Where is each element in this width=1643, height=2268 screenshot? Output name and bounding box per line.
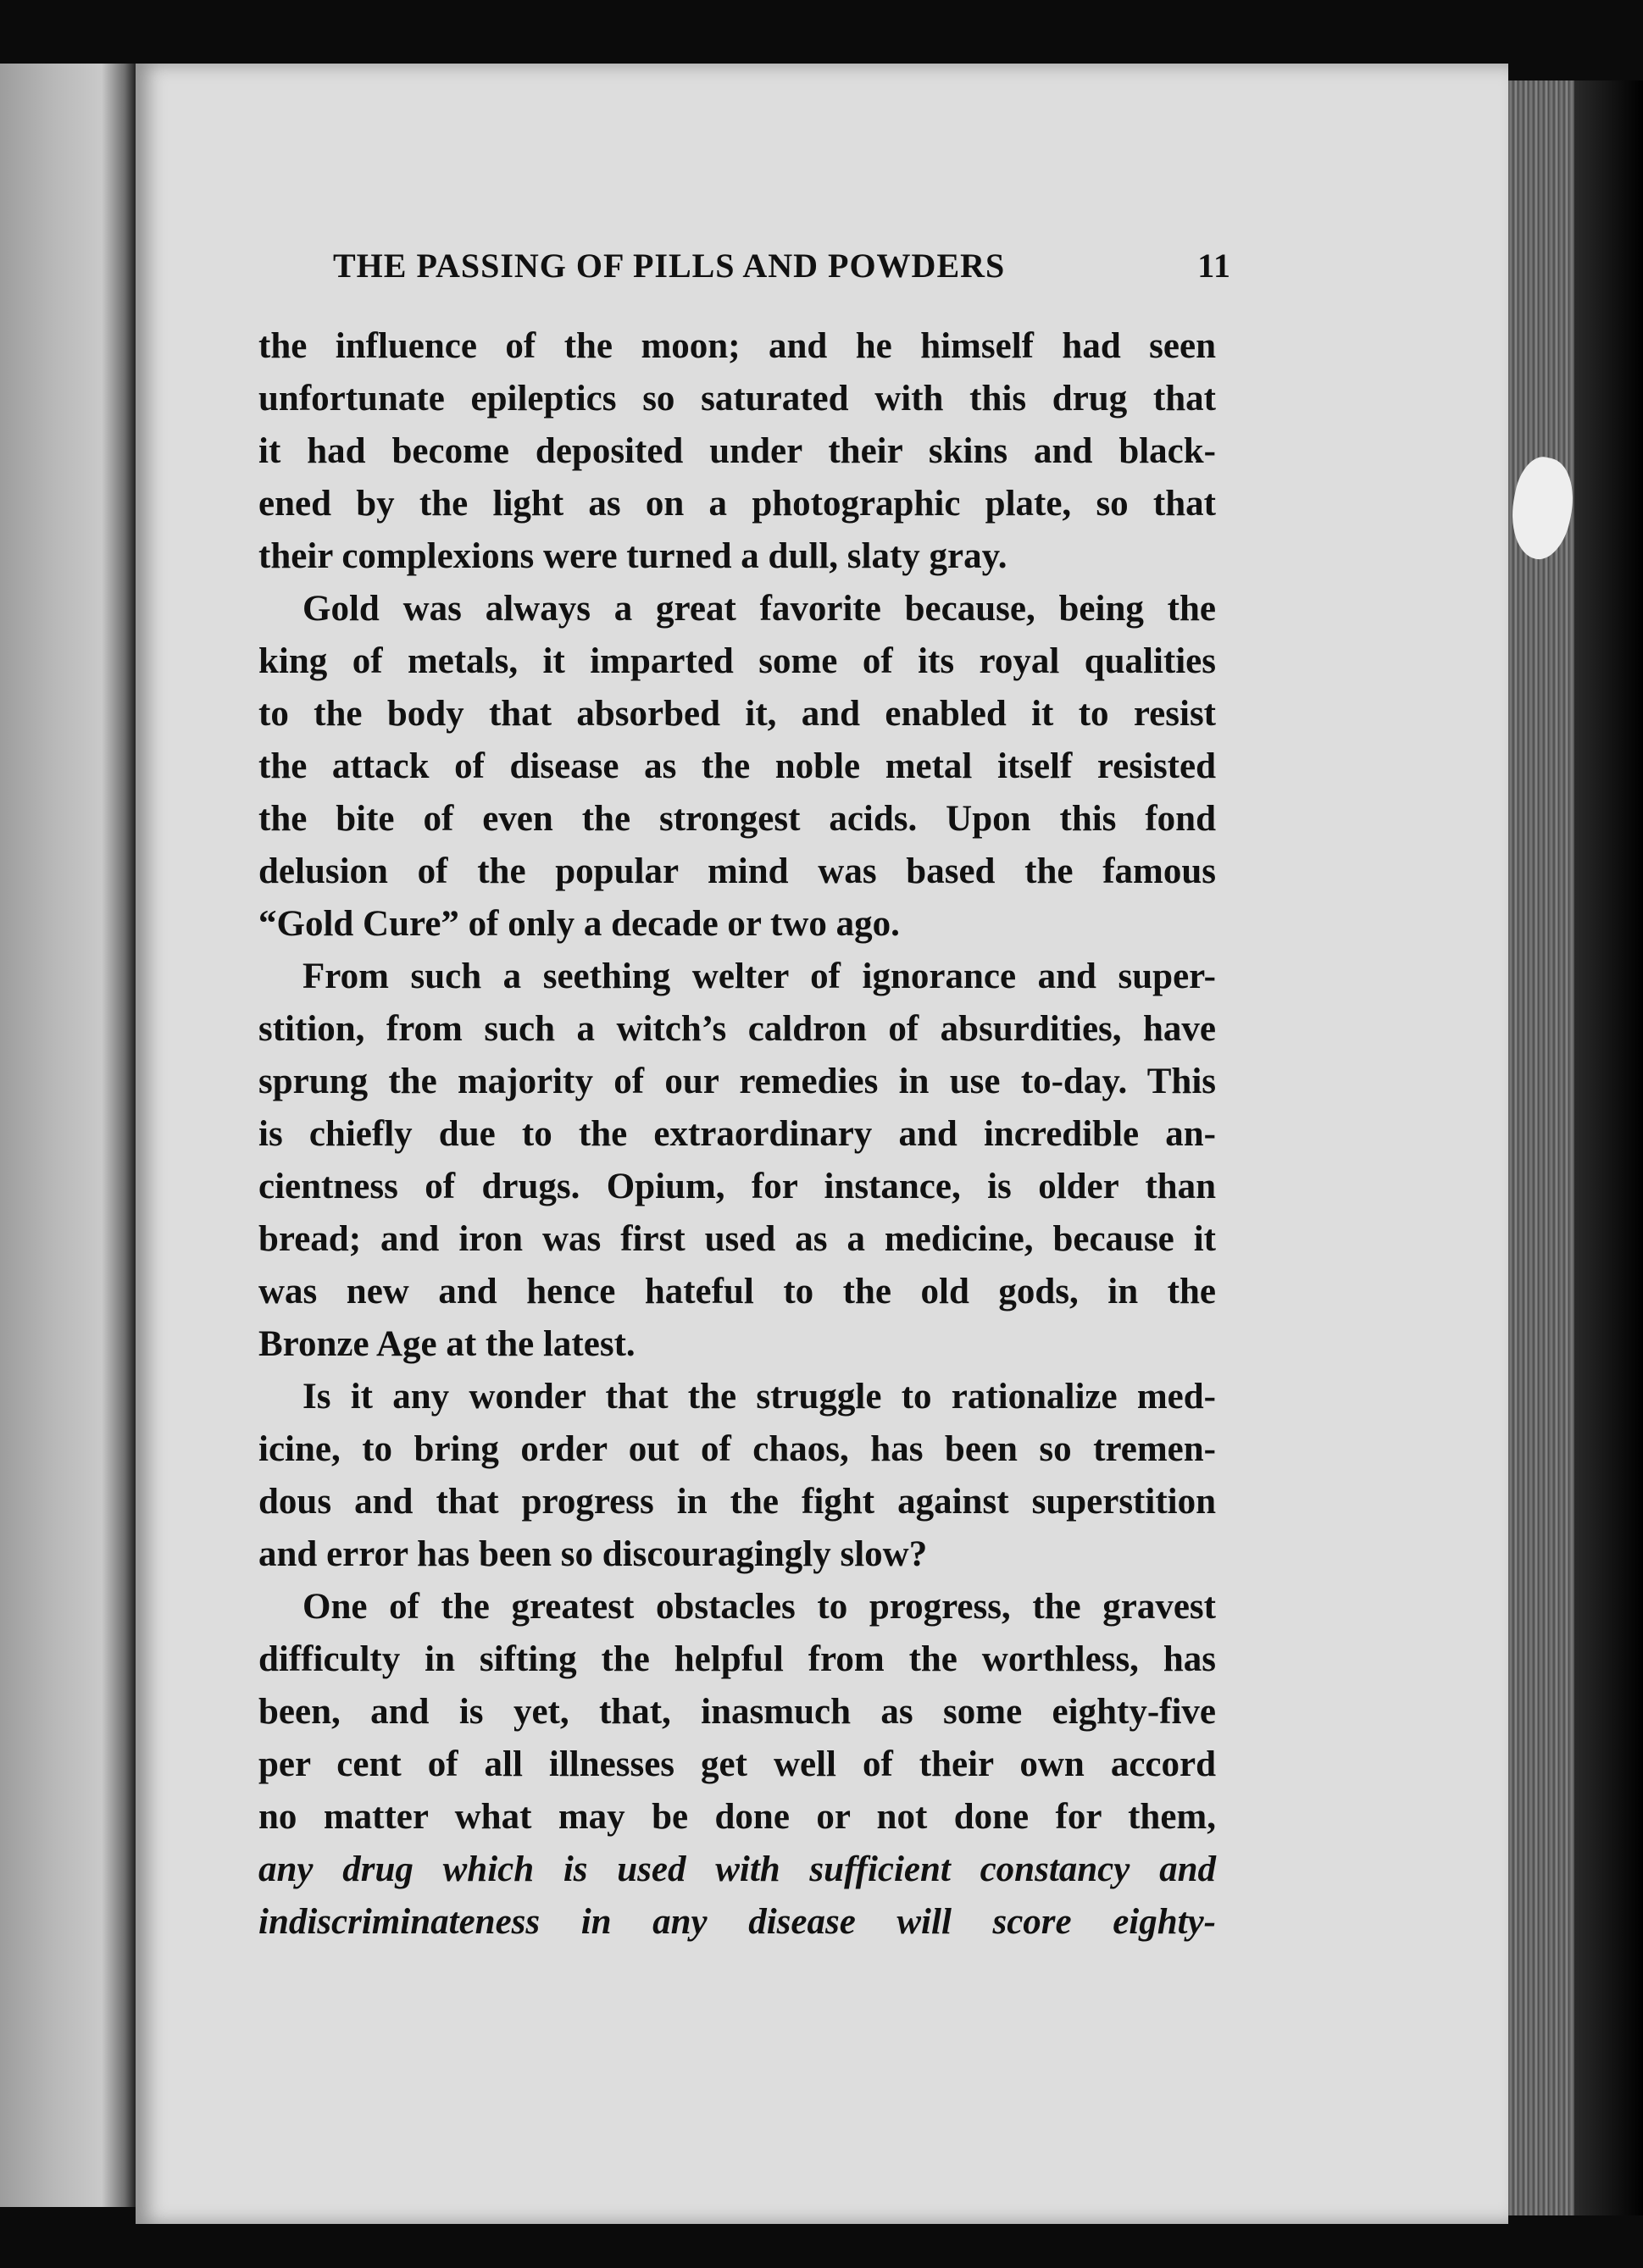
text-line: cientness of drugs. Opium, for instance, is older than [258, 1167, 1216, 1206]
text-line: indiscriminateness in any disease will score eighty- [258, 1902, 1216, 1942]
left-page-edge [0, 64, 136, 2207]
text-line: “Gold Cure” of only a decade or two ago. [258, 904, 900, 944]
text-line: been, and is yet, that, inasmuch as some eighty-five [258, 1692, 1216, 1732]
text-line: the influence of the moon; and he himself had seen [258, 326, 1216, 366]
text-line: was new and hence hateful to the old gods, in the [258, 1272, 1216, 1311]
text-line: stition, from such a witch’s caldron of absurdities, have [258, 1009, 1216, 1049]
text-line: the attack of disease as the noble metal itself resisted [258, 746, 1216, 786]
running-title: THE PASSING OF PILLS AND POWDERS [333, 247, 1006, 285]
text-line: no matter what may be done or not done for them, [258, 1797, 1216, 1837]
text-line: delusion of the popular mind was based the famous [258, 851, 1216, 891]
text-line: Bronze Age at the latest. [258, 1324, 636, 1364]
text-line: the bite of even the strongest acids. Upon this fond [258, 799, 1216, 839]
text-line: per cent of all illnesses get well of their own accord [258, 1744, 1216, 1784]
text-line: their complexions were turned a dull, slaty gray. [258, 536, 1007, 576]
page-stack-edge [1508, 80, 1574, 2215]
text-line: unfortunate epileptics so saturated with this drug that [258, 379, 1216, 419]
text-line: difficulty in sifting the helpful from the worthless, has [258, 1639, 1216, 1679]
text-line: king of metals, it imparted some of its royal qualities [258, 641, 1216, 681]
text-line: dous and that progress in the fight against superstition [258, 1482, 1216, 1522]
text-line: From such a seething welter of ignorance and super- [303, 957, 1216, 996]
text-line: ened by the light as on a photographic plate, so that [258, 484, 1216, 524]
text-line: to the body that absorbed it, and enabled it to resist [258, 694, 1216, 734]
text-line: bread; and iron was first used as a medicine, because it [258, 1219, 1216, 1259]
body-text [258, 320, 1216, 1949]
text-line: sprung the majority of our remedies in use to-day. This [258, 1062, 1216, 1101]
text-line: One of the greatest obstacles to progress, the gravest [303, 1587, 1216, 1627]
text-line: Is it any wonder that the struggle to rationalize med- [303, 1377, 1216, 1417]
running-header [333, 246, 1231, 286]
text-line: icine, to bring order out of chaos, has been so tremen- [258, 1429, 1216, 1469]
page-number: 11 [1197, 247, 1231, 285]
text-line: is chiefly due to the extraordinary and incredible an- [258, 1114, 1216, 1154]
text-line: Gold was always a great favorite because, being the [303, 589, 1216, 629]
binding-shadow [1574, 80, 1643, 2215]
text-line: and error has been so discouragingly slow? [258, 1534, 928, 1574]
text-line: any drug which is used with sufficient constancy and [258, 1849, 1216, 1889]
text-line: it had become deposited under their skins and black- [258, 431, 1216, 471]
